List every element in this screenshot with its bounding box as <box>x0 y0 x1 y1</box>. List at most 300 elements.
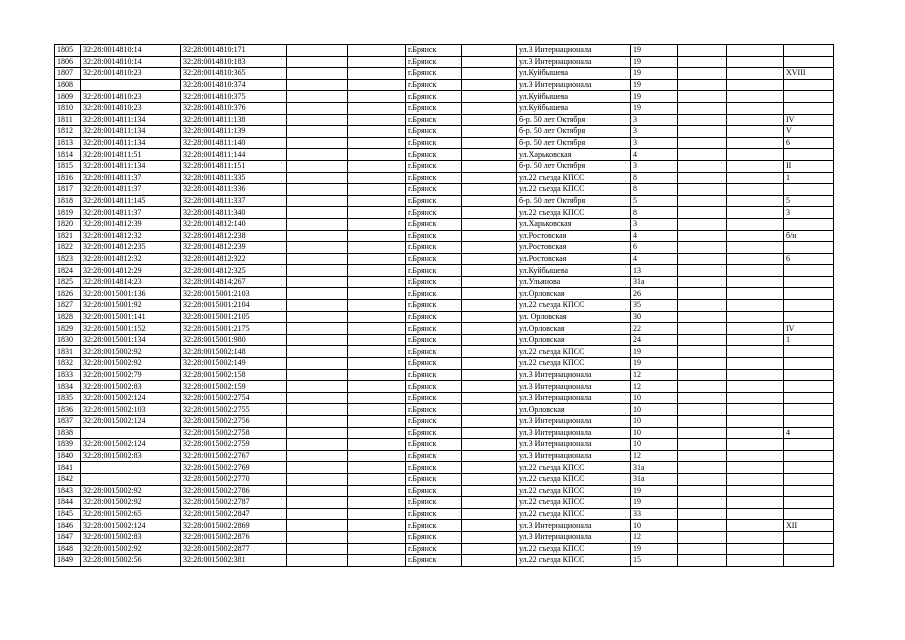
cell-blank-col-4 <box>678 253 727 265</box>
cell-city: г.Брянск <box>406 102 462 114</box>
cell-cadastral-number: 32:28:0014811:340 <box>181 207 287 219</box>
cell-blank-col-2 <box>348 450 406 462</box>
cell-blank-col-2 <box>348 207 406 219</box>
cell-row-number: 1834 <box>55 381 81 393</box>
cell-cadastral-number: 32:28:0015002:2756 <box>181 416 287 428</box>
cell-house-number: 12 <box>631 381 678 393</box>
cell-apartment-number <box>784 369 834 381</box>
cell-street: ул.22 съезда КПСС <box>517 497 631 509</box>
cell-blank-col-3 <box>462 56 517 68</box>
cell-blank-col-2 <box>348 520 406 532</box>
cell-street: ул.3 Интернационала <box>517 439 631 451</box>
cell-blank-col-1 <box>287 346 348 358</box>
cell-cadastral-number: 32:28:0014811:140 <box>181 137 287 149</box>
cell-street: ул.Орловская <box>517 404 631 416</box>
cell-cadastral-number: 32:28:0014811:139 <box>181 126 287 138</box>
cell-blank-col-2 <box>348 381 406 393</box>
cell-parent-cadastral-number: 32:28:0015002:79 <box>81 369 181 381</box>
cell-blank-col-4 <box>678 79 727 91</box>
cell-city: г.Брянск <box>406 404 462 416</box>
cell-row-number: 1831 <box>55 346 81 358</box>
table-row <box>55 462 834 474</box>
cell-cadastral-number: 32:28:0015002:2754 <box>181 392 287 404</box>
table-row <box>55 288 834 300</box>
cell-street: ул.22 съезда КПСС <box>517 543 631 555</box>
cell-blank-col-2 <box>348 462 406 474</box>
cell-house-number: 26 <box>631 288 678 300</box>
cell-cadastral-number: 32:28:0015002:2767 <box>181 450 287 462</box>
cell-blank-col-3 <box>462 392 517 404</box>
cell-house-number: 3 <box>631 218 678 230</box>
cell-city: г.Брянск <box>406 346 462 358</box>
cell-blank-col-5 <box>727 276 784 288</box>
cell-house-number: 12 <box>631 531 678 543</box>
cell-blank-col-4 <box>678 473 727 485</box>
cell-blank-col-2 <box>348 114 406 126</box>
cell-blank-col-3 <box>462 381 517 393</box>
cell-parent-cadastral-number: 32:28:0014810:23 <box>81 102 181 114</box>
cell-blank-col-5 <box>727 404 784 416</box>
cell-row-number: 1813 <box>55 137 81 149</box>
cell-house-number: 22 <box>631 323 678 335</box>
cell-blank-col-3 <box>462 497 517 509</box>
cell-row-number: 1817 <box>55 184 81 196</box>
cell-blank-col-1 <box>287 288 348 300</box>
table-row <box>55 253 834 265</box>
cell-apartment-number: II <box>784 160 834 172</box>
cell-cadastral-number: 32:28:0014811:335 <box>181 172 287 184</box>
cell-cadastral-number: 32:28:0014811:337 <box>181 195 287 207</box>
cell-blank-col-1 <box>287 531 348 543</box>
cell-blank-col-4 <box>678 288 727 300</box>
cell-blank-col-4 <box>678 56 727 68</box>
cell-apartment-number: 6 <box>784 253 834 265</box>
cell-apartment-number <box>784 358 834 370</box>
table-row <box>55 485 834 497</box>
cell-blank-col-1 <box>287 68 348 80</box>
cell-house-number: 10 <box>631 404 678 416</box>
cell-blank-col-4 <box>678 68 727 80</box>
cell-parent-cadastral-number: 32:28:0015001:136 <box>81 288 181 300</box>
cell-blank-col-3 <box>462 160 517 172</box>
cell-blank-col-2 <box>348 242 406 254</box>
cell-cadastral-number: 32:28:0015002:2787 <box>181 497 287 509</box>
cell-blank-col-4 <box>678 520 727 532</box>
cell-blank-col-1 <box>287 114 348 126</box>
cell-blank-col-3 <box>462 114 517 126</box>
cell-blank-col-4 <box>678 358 727 370</box>
cell-blank-col-1 <box>287 381 348 393</box>
cell-blank-col-5 <box>727 381 784 393</box>
cell-blank-col-2 <box>348 404 406 416</box>
cell-blank-col-1 <box>287 520 348 532</box>
cell-house-number: 10 <box>631 439 678 451</box>
table-row <box>55 508 834 520</box>
cell-city: г.Брянск <box>406 230 462 242</box>
cell-city: г.Брянск <box>406 68 462 80</box>
table-row <box>55 369 834 381</box>
cell-row-number: 1815 <box>55 160 81 172</box>
cell-blank-col-5 <box>727 288 784 300</box>
cell-blank-col-1 <box>287 56 348 68</box>
cell-row-number: 1825 <box>55 276 81 288</box>
cell-cadastral-number: 32:28:0015002:2786 <box>181 485 287 497</box>
cell-blank-col-3 <box>462 195 517 207</box>
cell-parent-cadastral-number: 32:28:0014812:29 <box>81 265 181 277</box>
cell-house-number: 35 <box>631 300 678 312</box>
cell-cadastral-number: 32:28:0015002:2877 <box>181 543 287 555</box>
cell-city: г.Брянск <box>406 334 462 346</box>
cell-parent-cadastral-number <box>81 473 181 485</box>
cell-blank-col-5 <box>727 427 784 439</box>
cell-blank-col-5 <box>727 149 784 161</box>
cell-street: ул.3 Интернационала <box>517 381 631 393</box>
cell-blank-col-1 <box>287 416 348 428</box>
table-row <box>55 404 834 416</box>
cell-blank-col-1 <box>287 207 348 219</box>
cell-apartment-number: IV <box>784 323 834 335</box>
cell-street: б-р. 50 лет Октября <box>517 114 631 126</box>
cell-city: г.Брянск <box>406 520 462 532</box>
cell-blank-col-3 <box>462 462 517 474</box>
cell-city: г.Брянск <box>406 300 462 312</box>
cell-blank-col-1 <box>287 543 348 555</box>
cell-house-number: 19 <box>631 485 678 497</box>
cell-blank-col-3 <box>462 102 517 114</box>
table-row <box>55 91 834 103</box>
cell-blank-col-2 <box>348 288 406 300</box>
cell-blank-col-4 <box>678 45 727 57</box>
table-row <box>55 45 834 57</box>
cell-city: г.Брянск <box>406 172 462 184</box>
cell-city: г.Брянск <box>406 288 462 300</box>
cell-blank-col-2 <box>348 253 406 265</box>
cell-apartment-number <box>784 184 834 196</box>
cell-blank-col-3 <box>462 172 517 184</box>
cell-blank-col-2 <box>348 91 406 103</box>
cell-city: г.Брянск <box>406 369 462 381</box>
cell-blank-col-4 <box>678 485 727 497</box>
cell-blank-col-3 <box>462 427 517 439</box>
cell-apartment-number <box>784 508 834 520</box>
cell-row-number: 1807 <box>55 68 81 80</box>
cell-cadastral-number: 32:28:0014810:183 <box>181 56 287 68</box>
cell-city: г.Брянск <box>406 276 462 288</box>
cell-parent-cadastral-number: 32:28:0014811:134 <box>81 114 181 126</box>
cell-blank-col-4 <box>678 114 727 126</box>
table-row <box>55 311 834 323</box>
cell-row-number: 1843 <box>55 485 81 497</box>
cell-cadastral-number: 32:28:0015002:2755 <box>181 404 287 416</box>
cell-blank-col-2 <box>348 137 406 149</box>
cell-apartment-number: 4 <box>784 427 834 439</box>
cell-city: г.Брянск <box>406 149 462 161</box>
cell-blank-col-5 <box>727 300 784 312</box>
cell-blank-col-1 <box>287 253 348 265</box>
cell-house-number: 19 <box>631 497 678 509</box>
cell-city: г.Брянск <box>406 416 462 428</box>
cell-house-number: 3 <box>631 160 678 172</box>
cell-blank-col-1 <box>287 462 348 474</box>
cell-blank-col-2 <box>348 184 406 196</box>
cell-blank-col-2 <box>348 531 406 543</box>
cell-row-number: 1811 <box>55 114 81 126</box>
cell-house-number: 3 <box>631 137 678 149</box>
table-row <box>55 230 834 242</box>
cell-blank-col-2 <box>348 416 406 428</box>
cell-blank-col-4 <box>678 126 727 138</box>
cell-blank-col-5 <box>727 230 784 242</box>
cell-city: г.Брянск <box>406 45 462 57</box>
cell-row-number: 1805 <box>55 45 81 57</box>
table-row <box>55 334 834 346</box>
cell-cadastral-number: 32:28:0015002:2759 <box>181 439 287 451</box>
cell-blank-col-3 <box>462 531 517 543</box>
cell-city: г.Брянск <box>406 473 462 485</box>
table-row <box>55 242 834 254</box>
cell-street: ул.3 Интернационала <box>517 392 631 404</box>
cell-parent-cadastral-number: 32:28:0015002:103 <box>81 404 181 416</box>
cell-blank-col-1 <box>287 404 348 416</box>
cell-parent-cadastral-number: 32:28:0015002:124 <box>81 416 181 428</box>
cell-row-number: 1823 <box>55 253 81 265</box>
cell-house-number: 15 <box>631 555 678 567</box>
cell-street: ул.Харьковская <box>517 218 631 230</box>
cell-street: ул.3 Интернационала <box>517 79 631 91</box>
cell-blank-col-2 <box>348 56 406 68</box>
cell-blank-col-4 <box>678 497 727 509</box>
cell-blank-col-4 <box>678 555 727 567</box>
cell-blank-col-1 <box>287 218 348 230</box>
cell-blank-col-2 <box>348 126 406 138</box>
cell-city: г.Брянск <box>406 531 462 543</box>
cell-house-number: 4 <box>631 149 678 161</box>
cell-city: г.Брянск <box>406 427 462 439</box>
cell-city: г.Брянск <box>406 439 462 451</box>
cell-city: г.Брянск <box>406 450 462 462</box>
cell-apartment-number <box>784 485 834 497</box>
cell-blank-col-5 <box>727 369 784 381</box>
cell-blank-col-2 <box>348 300 406 312</box>
cell-apartment-number <box>784 462 834 474</box>
cell-street: ул. Орловская <box>517 311 631 323</box>
table-row <box>55 473 834 485</box>
cell-row-number: 1824 <box>55 265 81 277</box>
cell-blank-col-1 <box>287 497 348 509</box>
cell-blank-col-3 <box>462 207 517 219</box>
cell-apartment-number <box>784 102 834 114</box>
cell-apartment-number: 1 <box>784 334 834 346</box>
cell-street: ул.22 съезда КПСС <box>517 485 631 497</box>
table-row <box>55 79 834 91</box>
cell-cadastral-number: 32:28:0015002:148 <box>181 346 287 358</box>
cell-city: г.Брянск <box>406 508 462 520</box>
cell-blank-col-2 <box>348 346 406 358</box>
cell-house-number: 13 <box>631 265 678 277</box>
cell-blank-col-3 <box>462 473 517 485</box>
cell-blank-col-1 <box>287 323 348 335</box>
cell-blank-col-1 <box>287 102 348 114</box>
cell-row-number: 1808 <box>55 79 81 91</box>
cell-blank-col-4 <box>678 149 727 161</box>
cell-row-number: 1828 <box>55 311 81 323</box>
table-row <box>55 520 834 532</box>
cell-row-number: 1830 <box>55 334 81 346</box>
cell-apartment-number <box>784 149 834 161</box>
table-row <box>55 358 834 370</box>
cell-blank-col-5 <box>727 91 784 103</box>
cell-apartment-number: 6 <box>784 137 834 149</box>
cell-blank-col-1 <box>287 230 348 242</box>
cell-blank-col-3 <box>462 346 517 358</box>
cell-blank-col-5 <box>727 392 784 404</box>
cell-blank-col-2 <box>348 45 406 57</box>
cell-blank-col-4 <box>678 416 727 428</box>
cell-blank-col-1 <box>287 508 348 520</box>
cell-blank-col-1 <box>287 427 348 439</box>
cell-blank-col-4 <box>678 346 727 358</box>
table-row <box>55 450 834 462</box>
cell-row-number: 1849 <box>55 555 81 567</box>
cell-cadastral-number: 32:28:0015002:158 <box>181 369 287 381</box>
cell-blank-col-5 <box>727 56 784 68</box>
cell-cadastral-number: 32:28:0014812:239 <box>181 242 287 254</box>
cell-blank-col-3 <box>462 543 517 555</box>
cell-house-number: 19 <box>631 543 678 555</box>
cell-blank-col-4 <box>678 450 727 462</box>
cell-row-number: 1818 <box>55 195 81 207</box>
cell-street: б-р. 50 лет Октября <box>517 195 631 207</box>
cell-blank-col-2 <box>348 369 406 381</box>
cell-blank-col-3 <box>462 323 517 335</box>
cell-parent-cadastral-number: 32:28:0015002:92 <box>81 485 181 497</box>
cell-blank-col-3 <box>462 450 517 462</box>
cell-blank-col-3 <box>462 265 517 277</box>
cell-apartment-number <box>784 381 834 393</box>
cell-apartment-number: V <box>784 126 834 138</box>
cell-blank-col-5 <box>727 207 784 219</box>
cell-blank-col-5 <box>727 520 784 532</box>
cell-cadastral-number: 32:28:0015002:2876 <box>181 531 287 543</box>
table-row <box>55 137 834 149</box>
cell-blank-col-3 <box>462 288 517 300</box>
cell-blank-col-3 <box>462 242 517 254</box>
cell-row-number: 1822 <box>55 242 81 254</box>
cell-street: ул.3 Интернационала <box>517 531 631 543</box>
cell-blank-col-4 <box>678 439 727 451</box>
cell-parent-cadastral-number: 32:28:0014812:235 <box>81 242 181 254</box>
cell-row-number: 1827 <box>55 300 81 312</box>
table-row <box>55 323 834 335</box>
cell-city: г.Брянск <box>406 381 462 393</box>
cell-parent-cadastral-number: 32:28:0015002:83 <box>81 531 181 543</box>
cell-house-number: 12 <box>631 369 678 381</box>
cell-apartment-number <box>784 416 834 428</box>
cell-blank-col-3 <box>462 311 517 323</box>
cell-row-number: 1844 <box>55 497 81 509</box>
cell-blank-col-2 <box>348 323 406 335</box>
cell-blank-col-3 <box>462 416 517 428</box>
cell-row-number: 1826 <box>55 288 81 300</box>
cell-blank-col-5 <box>727 114 784 126</box>
cell-city: г.Брянск <box>406 242 462 254</box>
cell-row-number: 1821 <box>55 230 81 242</box>
cell-blank-col-3 <box>462 369 517 381</box>
cell-cadastral-number: 32:28:0014810:374 <box>181 79 287 91</box>
cell-blank-col-2 <box>348 497 406 509</box>
cell-blank-col-2 <box>348 473 406 485</box>
cell-apartment-number <box>784 346 834 358</box>
cell-parent-cadastral-number: 32:28:0015002:65 <box>81 508 181 520</box>
cell-parent-cadastral-number: 32:28:0014811:37 <box>81 207 181 219</box>
cell-row-number: 1809 <box>55 91 81 103</box>
cell-blank-col-2 <box>348 79 406 91</box>
cell-city: г.Брянск <box>406 543 462 555</box>
cell-blank-col-4 <box>678 427 727 439</box>
cell-blank-col-5 <box>727 323 784 335</box>
cell-blank-col-2 <box>348 311 406 323</box>
table-row <box>55 300 834 312</box>
cell-blank-col-4 <box>678 334 727 346</box>
cell-street: б-р. 50 лет Октября <box>517 126 631 138</box>
cell-house-number: 3 <box>631 126 678 138</box>
cell-cadastral-number: 32:28:0015002:2758 <box>181 427 287 439</box>
cell-city: г.Брянск <box>406 485 462 497</box>
cell-cadastral-number: 32:28:0014810:375 <box>181 91 287 103</box>
cell-cadastral-number: 32:28:0014810:365 <box>181 68 287 80</box>
table-row <box>55 265 834 277</box>
cell-city: г.Брянск <box>406 462 462 474</box>
cell-house-number: 19 <box>631 102 678 114</box>
cell-street: ул.3 Интернационала <box>517 45 631 57</box>
cell-blank-col-2 <box>348 172 406 184</box>
cell-blank-col-3 <box>462 300 517 312</box>
cell-blank-col-3 <box>462 439 517 451</box>
table-row <box>55 114 834 126</box>
cell-parent-cadastral-number <box>81 462 181 474</box>
table-row <box>55 555 834 567</box>
table-row <box>55 149 834 161</box>
cell-apartment-number <box>784 45 834 57</box>
cell-blank-col-4 <box>678 300 727 312</box>
table-row <box>55 184 834 196</box>
cell-row-number: 1812 <box>55 126 81 138</box>
cell-blank-col-3 <box>462 137 517 149</box>
cell-house-number: 6 <box>631 242 678 254</box>
cell-blank-col-4 <box>678 172 727 184</box>
cell-blank-col-3 <box>462 230 517 242</box>
cell-cadastral-number: 32:28:0014811:144 <box>181 149 287 161</box>
cell-apartment-number <box>784 242 834 254</box>
cell-apartment-number <box>784 531 834 543</box>
cell-blank-col-2 <box>348 68 406 80</box>
cell-apartment-number <box>784 300 834 312</box>
cell-row-number: 1833 <box>55 369 81 381</box>
cell-row-number: 1829 <box>55 323 81 335</box>
cell-blank-col-4 <box>678 207 727 219</box>
cell-blank-col-1 <box>287 311 348 323</box>
cell-cadastral-number: 32:28:0014811:151 <box>181 160 287 172</box>
cell-blank-col-4 <box>678 323 727 335</box>
cell-parent-cadastral-number: 32:28:0015002:124 <box>81 439 181 451</box>
cell-house-number: 19 <box>631 45 678 57</box>
cell-blank-col-3 <box>462 485 517 497</box>
cell-row-number: 1816 <box>55 172 81 184</box>
cell-cadastral-number: 32:28:0015001:980 <box>181 334 287 346</box>
cell-house-number: 31а <box>631 276 678 288</box>
cell-blank-col-1 <box>287 276 348 288</box>
cell-parent-cadastral-number: 32:28:0014812:32 <box>81 230 181 242</box>
